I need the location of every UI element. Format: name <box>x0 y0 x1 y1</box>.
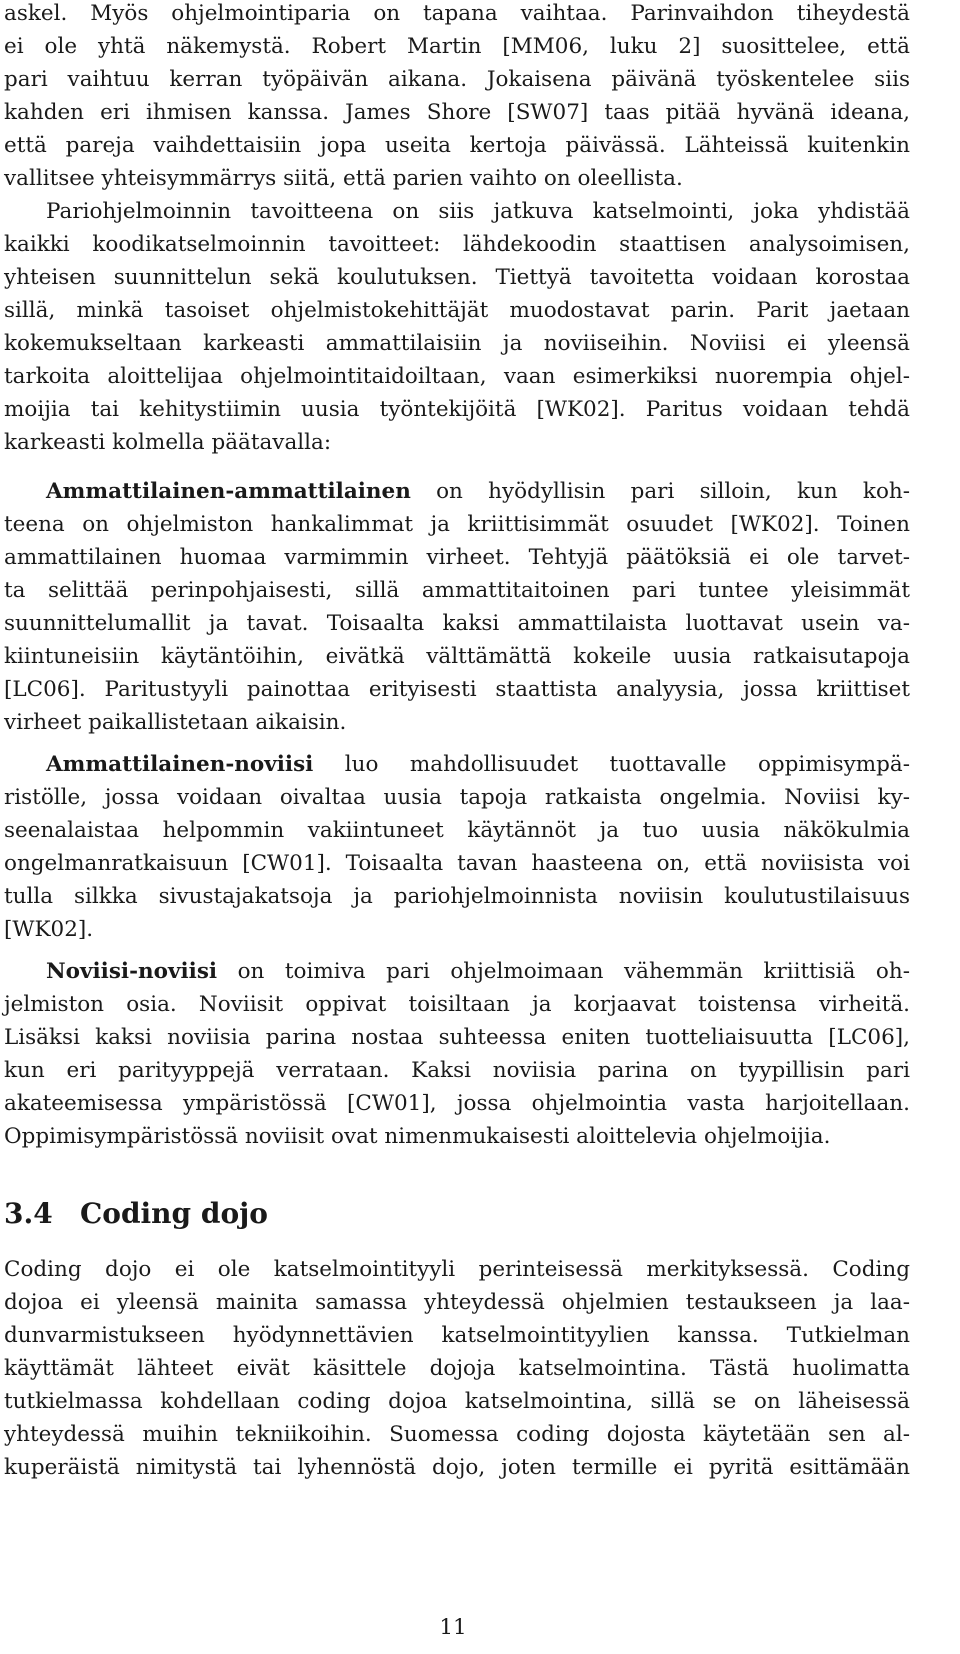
text-line: ta selittää perinpohjaisesti, sillä ammattitaitoinen pari tuntee yleisimmät <box>4 578 910 603</box>
term-novice-novice: Noviisi-noviisi <box>46 959 218 984</box>
text-line <box>46 751 910 779</box>
text-line: suunnittelumallit ja tavat. Toisaalta kaksi ammattilaista luottavat usein va- <box>4 611 910 636</box>
text-line: ei ole yhtä näkemystä. Robert Martin [MM06, luku 2] suosittelee, että <box>4 34 910 59</box>
section-heading <box>4 1197 268 1231</box>
text-line: vallitsee yhteisymmärrys siitä, että parien vaihto on oleellista. <box>4 166 683 191</box>
text-line: käyttämät lähteet eivät käsittele dojoja katselmointina. Tästä huolimatta <box>4 1356 910 1381</box>
text-line: kokemukseltaan karkeasti ammattilaisiin ja noviiseihin. Noviisi ei yleensä <box>4 331 910 356</box>
text-fragment: on hyödyllisin pari silloin, kun koh- <box>410 479 910 504</box>
text-line: karkeasti kolmella päätavalla: <box>4 430 332 455</box>
text-line: kahden eri ihmisen kanssa. James Shore [SW07] taas pitää hyvänä ideana, <box>4 100 910 125</box>
text-line: kiintuneisiin käytäntöihin, eivätkä välttämättä kokeile uusia ratkaisutapoja <box>4 644 910 669</box>
section-title: Coding dojo <box>80 1197 268 1230</box>
text-line: [WK02]. <box>4 917 94 942</box>
term-expert-expert: Ammattilainen-ammattilainen <box>46 479 411 504</box>
text-line: pari vaihtuu kerran työpäivän aikana. Jokaisena päivänä työskentelee siis <box>4 67 910 92</box>
text-line: moijia tai kehitystiimin uusia työntekijöitä [WK02]. Paritus voidaan tehdä <box>4 397 910 422</box>
text-line: Coding dojo ei ole katselmointityyli perinteisessä merkityksessä. Coding <box>4 1257 910 1282</box>
text-line: ammattilainen huomaa varmimmin virheet. Tehtyjä päätöksiä ei ole tarvet- <box>4 545 910 570</box>
text-line <box>46 478 910 506</box>
text-line: dunvarmistukseen hyödynnettävien katselmointityylien kanssa. Tutkielman <box>4 1323 910 1348</box>
text-line: dojoa ei yleensä mainita samassa yhteydessä ohjelmien testaukseen ja laa- <box>4 1290 910 1315</box>
text-line: kaikki koodikatselmoinnin tavoitteet: lähdekoodin staattisen analysoimisen, <box>4 232 910 257</box>
section-number: 3.4 <box>4 1197 53 1230</box>
text-line: yhteydessä muihin tekniikoihin. Suomessa coding dojosta käytetään sen al- <box>4 1422 910 1447</box>
text-line: kuperäistä nimitystä tai lyhennöstä dojo, joten termille ei pyritä esittämään <box>4 1455 910 1480</box>
text-line: ongelmanratkaisuun [CW01]. Toisaalta tavan haasteena on, että noviisista voi <box>4 851 910 876</box>
text-line: teena on ohjelmiston hankalimmat ja kriittisimmät osuudet [WK02]. Toinen <box>4 512 910 537</box>
text-line: seenalaistaa helpommin vakiintuneet käytännöt ja tuo uusia näkökulmia <box>4 818 910 843</box>
text-line: [LC06]. Paritustyyli painottaa erityisesti staattista analyysia, jossa kriittiset <box>4 677 910 702</box>
text-line: kun eri parityyppejä verrataan. Kaksi noviisia parina on tyypillisin pari <box>4 1058 910 1083</box>
text-line: tarkoita aloittelijaa ohjelmointitaidoiltaan, vaan esimerkiksi nuorempia ohjel- <box>4 364 910 389</box>
text-line: että pareja vaihdettaisiin jopa useita kertoja päivässä. Lähteissä kuitenkin <box>4 133 910 158</box>
text-fragment: luo mahdollisuudet tuottavalle oppimisympä- <box>313 752 910 777</box>
text-fragment: on toimiva pari ohjelmoimaan vähemmän kriittisiä oh- <box>217 959 910 984</box>
text-line: yhteisen suunnittelun sekä koulutuksen. Tiettyä tavoitetta voidaan korostaa <box>4 265 910 290</box>
text-line: Pariohjelmoinnin tavoitteena on siis jatkuva katselmointi, joka yhdistää <box>46 199 910 224</box>
text-line <box>46 958 910 986</box>
text-line: virheet paikallistetaan aikaisin. <box>4 710 347 735</box>
term-expert-novice: Ammattilainen-noviisi <box>46 752 314 777</box>
text-line: tutkielmassa kohdellaan coding dojoa katselmointina, sillä se on läheisessä <box>4 1389 910 1414</box>
text-line: ristölle, jossa voidaan oivaltaa uusia tapoja ratkaista ongelmia. Noviisi ky- <box>4 785 910 810</box>
text-line: sillä, minkä tasoiset ohjelmistokehittäjät muodostavat parin. Parit jaetaan <box>4 298 910 323</box>
text-line: tulla silkka sivustajakatsoja ja pariohjelmoinnista noviisin koulutustilaisuus <box>4 884 910 909</box>
text-line: jelmiston osia. Noviisit oppivat toisiltaan ja korjaavat toistensa virheitä. <box>4 992 910 1017</box>
page-number: 11 <box>439 1615 467 1640</box>
text-line: Oppimisympäristössä noviisit ovat nimenmukaisesti aloittelevia ohjelmoijia. <box>4 1124 831 1149</box>
text-line: akateemisessa ympäristössä [CW01], jossa ohjelmointia vasta harjoitellaan. <box>4 1091 910 1116</box>
text-line: Lisäksi kaksi noviisia parina nostaa suhteessa eniten tuotteliaisuutta [LC06], <box>4 1025 910 1050</box>
text-line: askel. Myös ohjelmointiparia on tapana vaihtaa. Parinvaihdon tiheydestä <box>4 1 910 26</box>
